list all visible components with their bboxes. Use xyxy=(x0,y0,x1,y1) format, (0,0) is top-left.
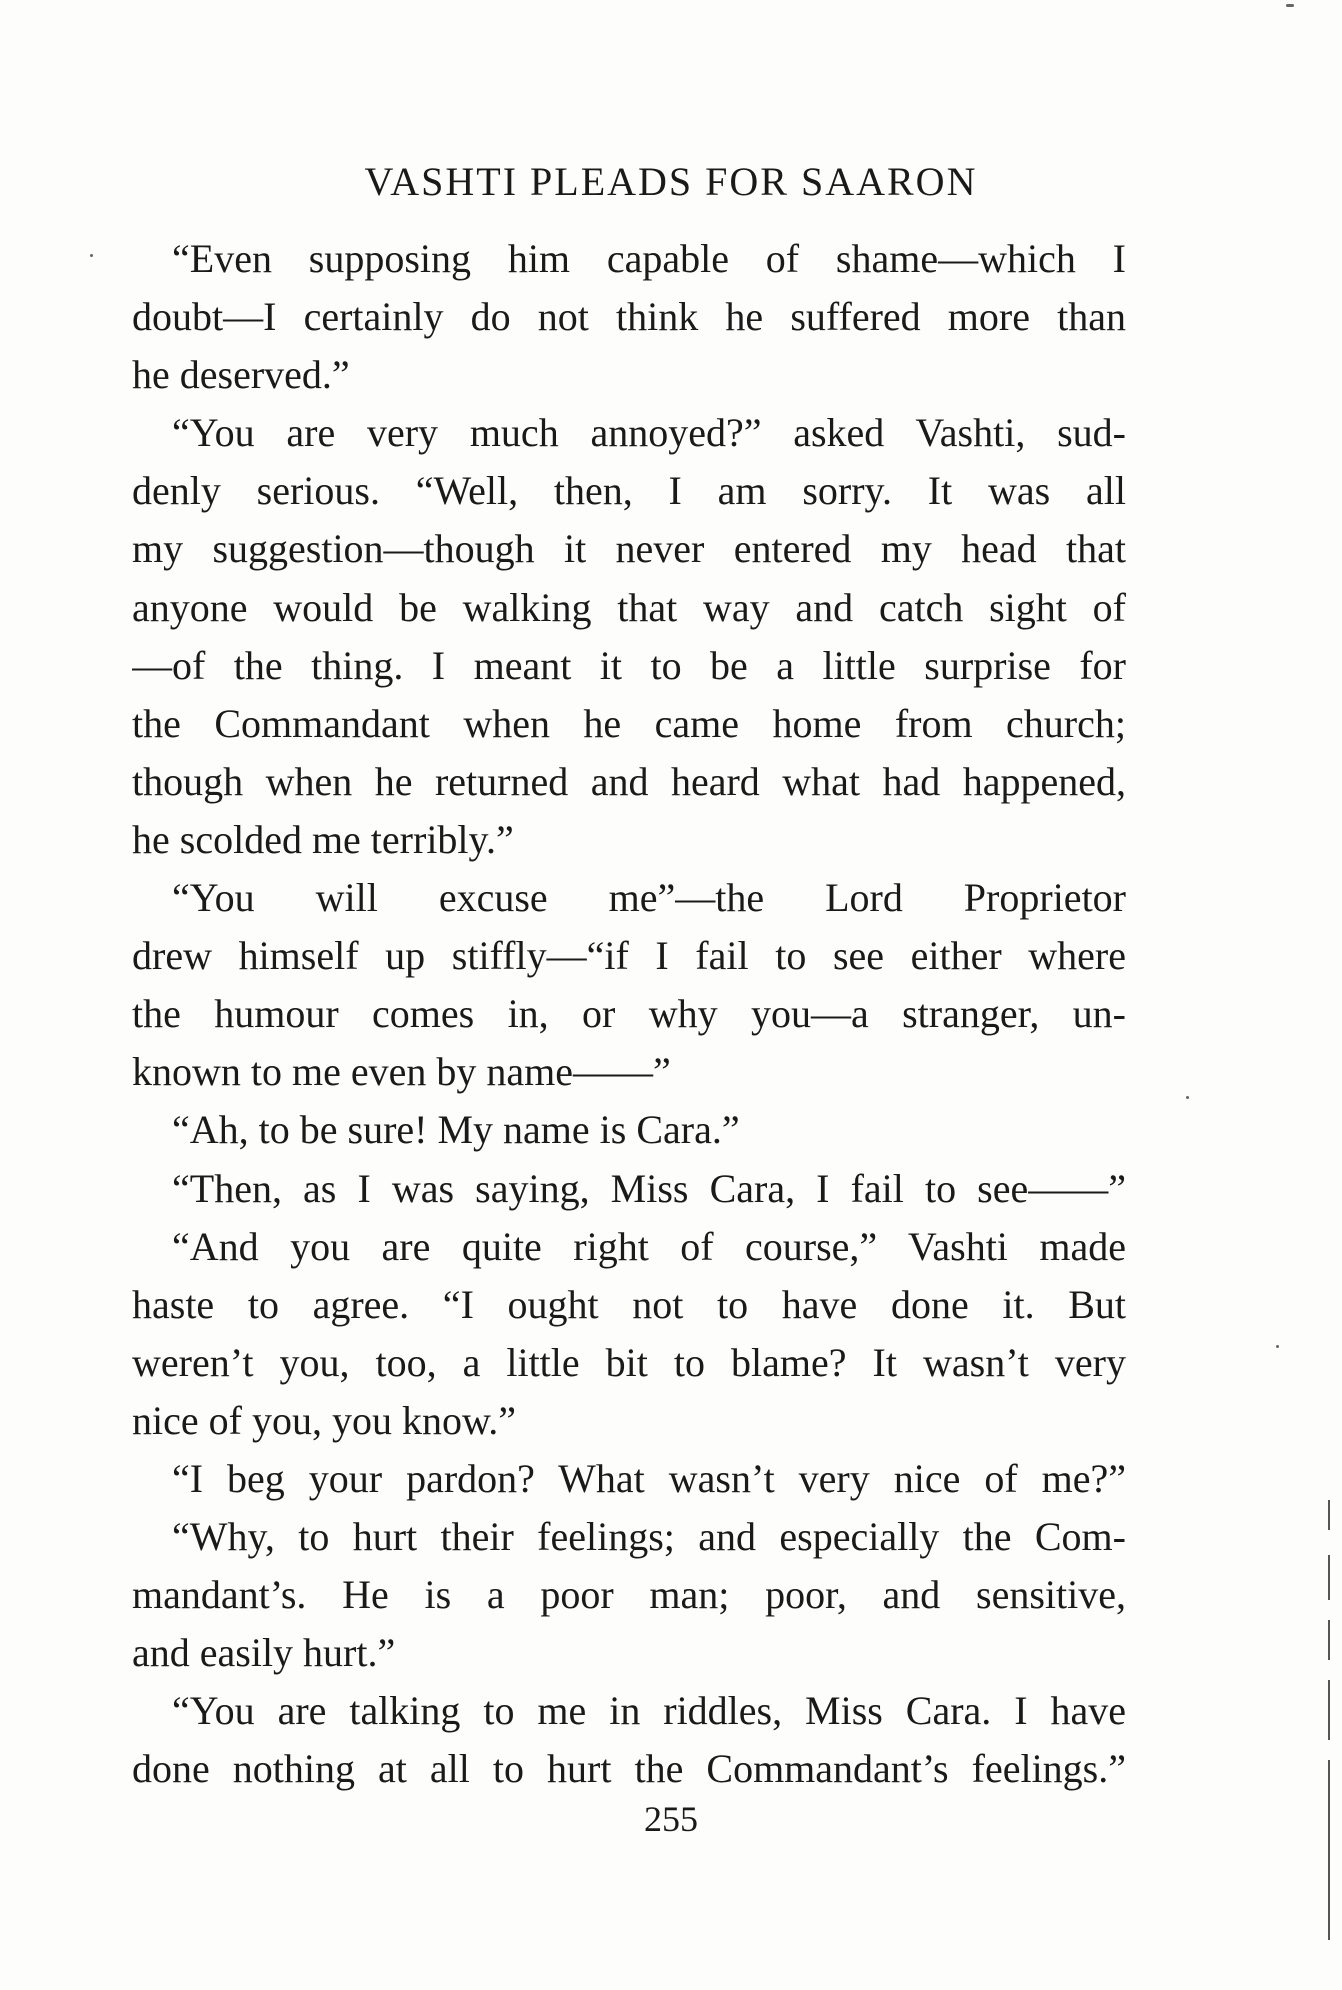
text-line: “Ah, to be sure! My name is Cara.” xyxy=(172,1107,740,1153)
text-line: though when he returned and heard what had happened, xyxy=(132,758,1126,804)
text-line: “You are talking to me in riddles, Miss Cara. I have xyxy=(172,1688,1126,1734)
text-line: “You will excuse me”—the Lord Proprietor xyxy=(172,875,1126,921)
text-line: he scolded me terribly.” xyxy=(132,816,514,862)
text-line: the Commandant when he came home from church; xyxy=(132,700,1126,746)
text-line: mandant’s. He is a poor man; poor, and sensitive, xyxy=(132,1572,1126,1618)
scan-edge-mark xyxy=(1328,1620,1330,1660)
text-line: “Even supposing him capable of shame—which I xyxy=(172,236,1126,281)
text-line: drew himself up stiffly—“if I fail to see either where xyxy=(132,933,1126,979)
scan-speck xyxy=(1276,1345,1279,1348)
text-line: done nothing at all to hurt the Commandant’s feelings.” xyxy=(132,1746,1126,1792)
text-line: doubt—I certainly do not think he suffered more than xyxy=(132,294,1126,340)
text-line: anyone would be walking that way and catch sight of xyxy=(132,584,1126,630)
text-line: “You are very much annoyed?” asked Vashti, sud- xyxy=(172,410,1126,456)
page-number: 255 xyxy=(644,1799,698,1839)
scan-speck xyxy=(1286,4,1294,7)
text-line: he deserved.” xyxy=(132,352,350,398)
text-line: my suggestion—though it never entered my head that xyxy=(132,526,1126,572)
text-line: the humour comes in, or why you—a stranger, un- xyxy=(132,991,1126,1037)
scan-edge-mark xyxy=(1328,1555,1330,1600)
text-line: haste to agree. “I ought not to have done it. But xyxy=(132,1281,1126,1327)
scan-edge-mark xyxy=(1328,1760,1330,1940)
text-line: and easily hurt.” xyxy=(132,1630,396,1676)
text-line: “I beg your pardon? What wasn’t very nice of me?” xyxy=(172,1455,1126,1501)
text-line: nice of you, you know.” xyxy=(132,1397,516,1443)
running-head: VASHTI PLEADS FOR SAARON xyxy=(364,159,978,204)
body-text xyxy=(132,230,1126,1799)
text-line: —of the thing. I meant it to be a little surprise for xyxy=(132,642,1126,688)
scan-speck xyxy=(90,254,93,257)
scan-edge-mark xyxy=(1328,1500,1330,1530)
text-line: “And you are quite right of course,” Vashti made xyxy=(172,1223,1126,1269)
text-line: known to me even by name——” xyxy=(132,1049,671,1095)
scan-edge-mark xyxy=(1328,1680,1330,1740)
text-line: denly serious. “Well, then, I am sorry. It was all xyxy=(132,468,1126,514)
text-line: “Why, to hurt their feelings; and especially the Com- xyxy=(172,1514,1126,1560)
text-line: weren’t you, too, a little bit to blame? It wasn’t very xyxy=(132,1339,1126,1385)
scan-speck xyxy=(1186,1096,1189,1099)
text-line: “Then, as I was saying, Miss Cara, I fail to see——” xyxy=(172,1165,1126,1211)
